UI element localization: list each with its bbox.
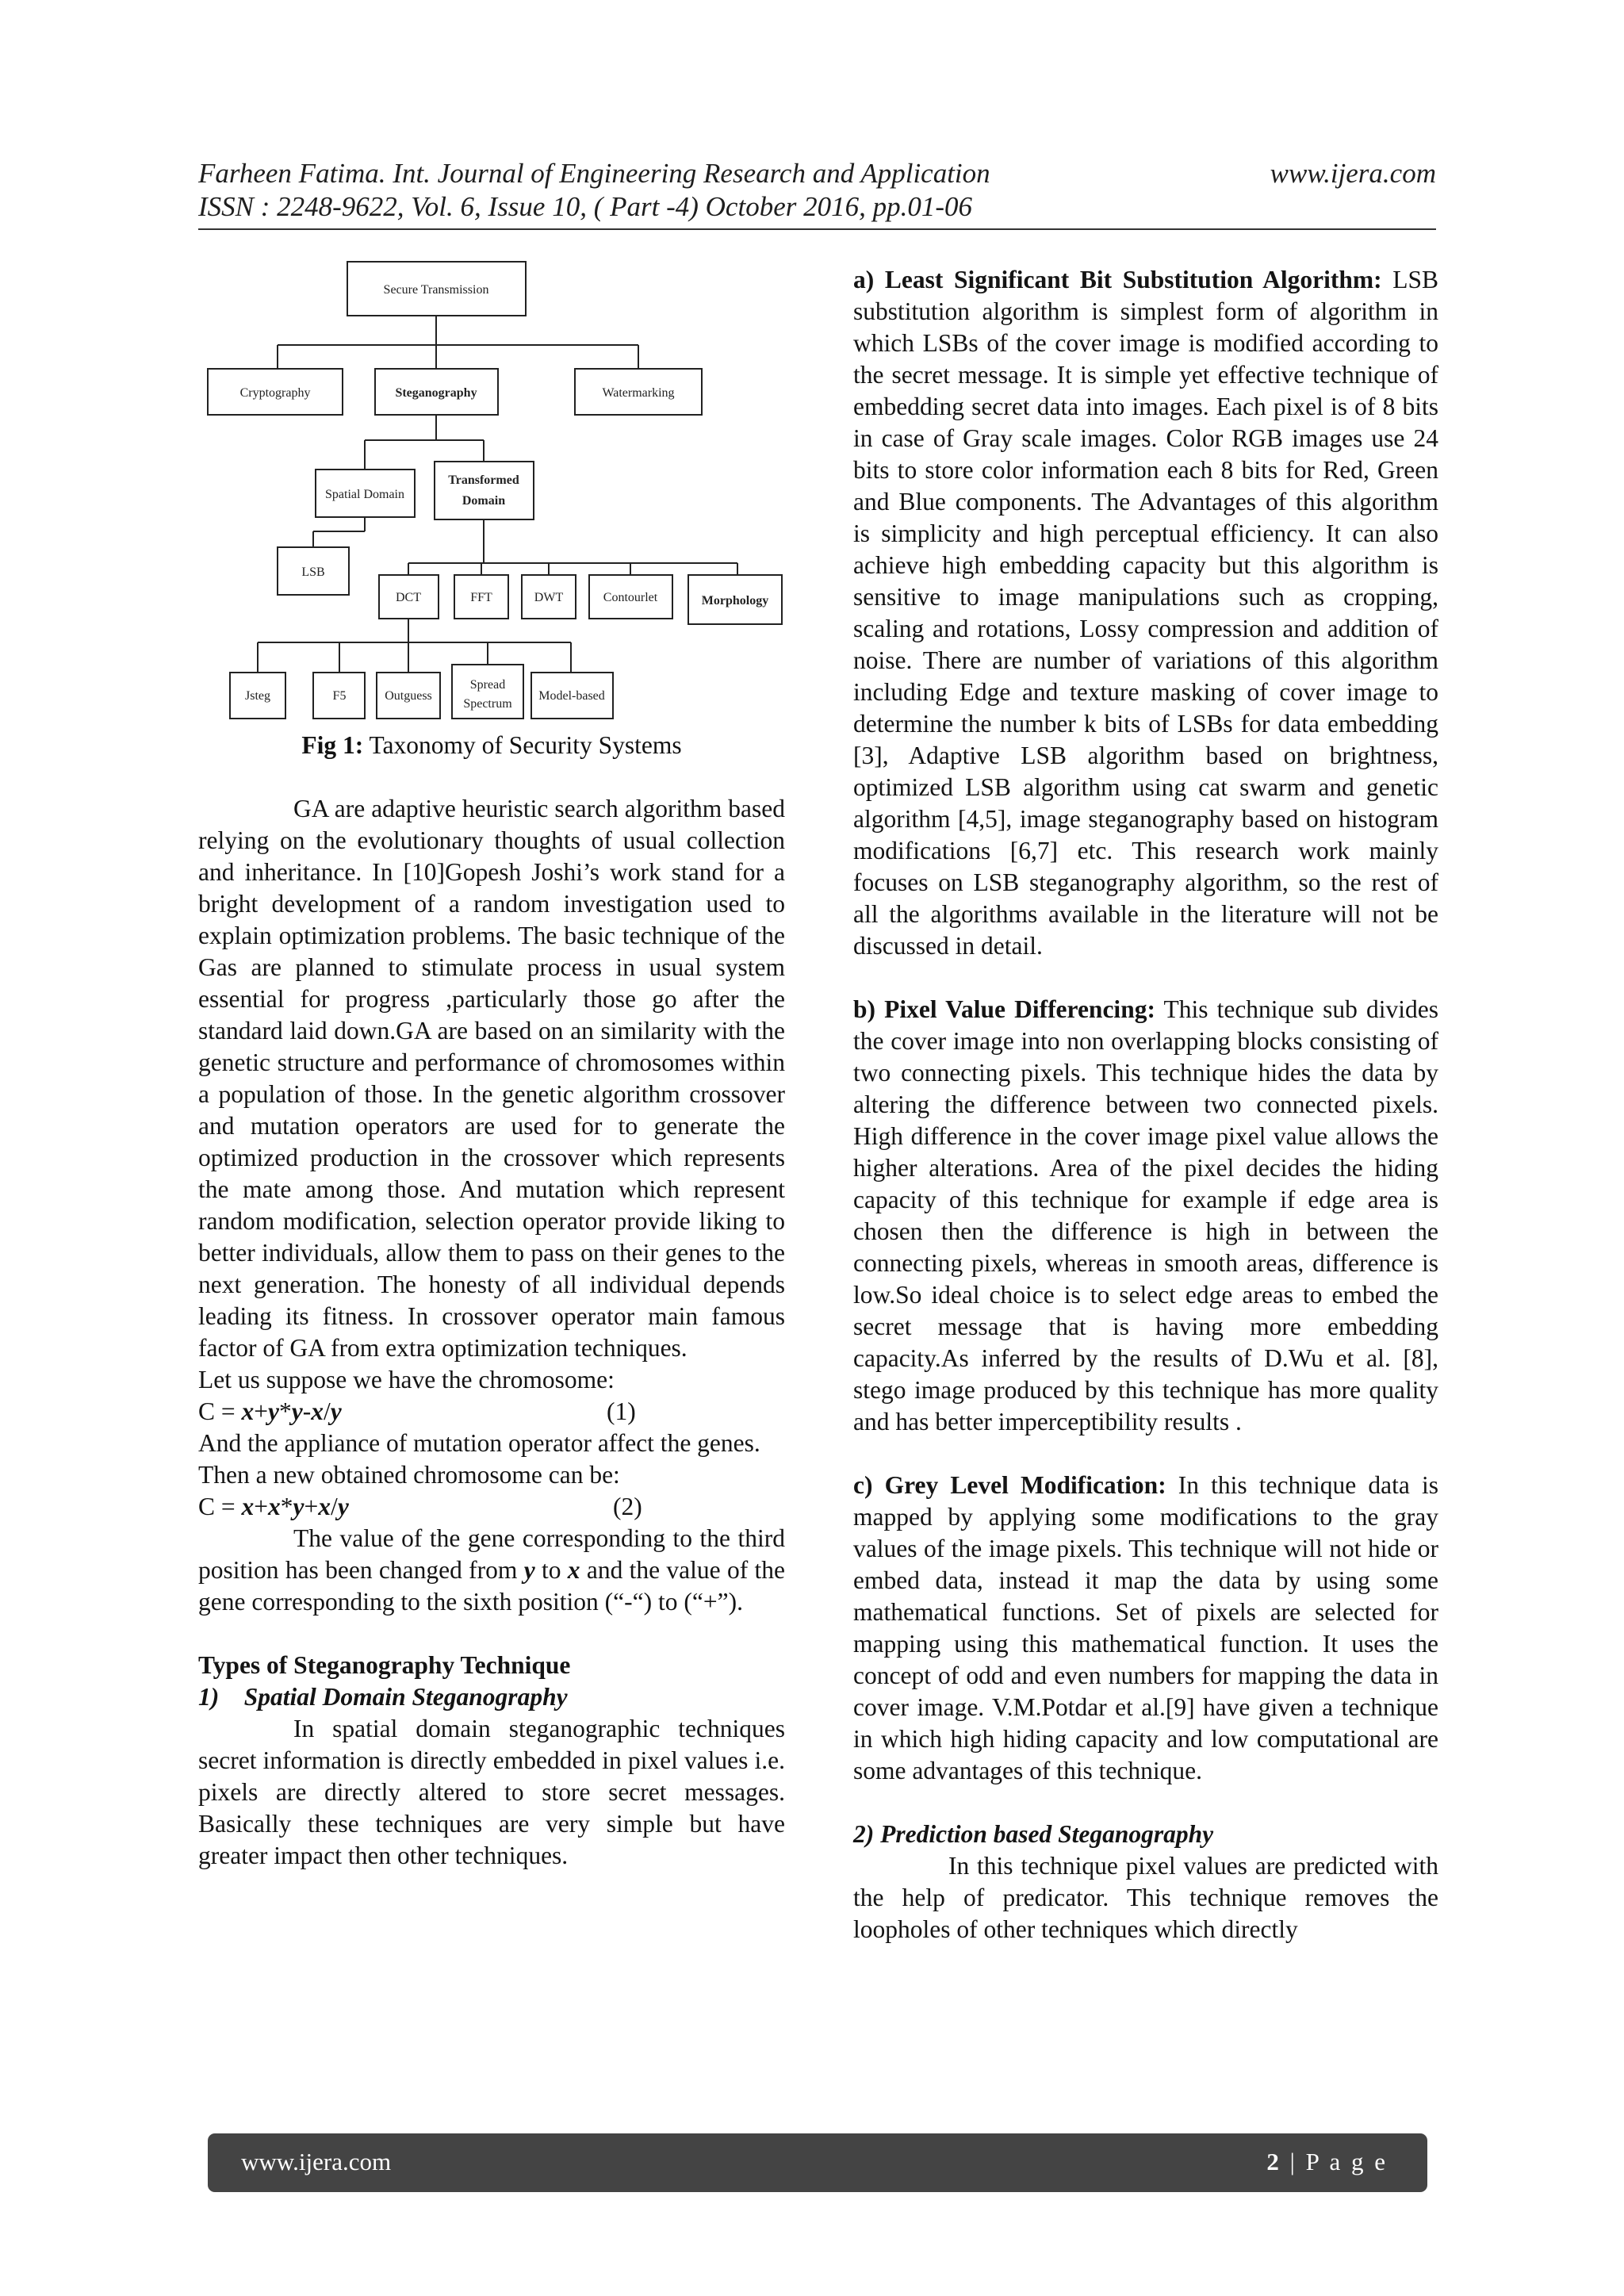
text-run: to (534, 1556, 568, 1584)
eq-var: x (268, 1493, 281, 1520)
eq-var: x (318, 1493, 331, 1520)
equation-1: C = x+y*y-x/y (1) (198, 1396, 785, 1428)
text-run: and the value of the gene corresponding to the sixth position (“-“) to (“+”). (198, 1556, 785, 1616)
eq-var: x (311, 1397, 324, 1425)
page-label: | P a g e (1281, 2148, 1388, 2175)
pvd-text: This technique sub divides the cover image into non overlapping blocks consisting of two connecting pixels. This technique hides the data by altering the difference between two connected pixels. High difference in the cover image pixel value allows the higher alterations. Area of the pixel decides the hiding capacity of this technique for example if edge area is chosen then the difference is high in between the connecting pixels, whereas in smooth areas, difference is low.So ideal choice is to select edge areas to embed the secret message that is having more embedding capacity.As inferred by the results of D.Wu et al. [8], stego image produced by this technique has more quality and has better imperceptibility results . (853, 995, 1438, 1435)
node-label: Outguess (385, 689, 432, 703)
new-chromosome-line: Then a new obtained chromosome can be: (198, 1461, 620, 1489)
spatial-paragraph: In spatial domain steganographic techniques secret information is directly embedded in pixel values i.e. pixels are directly altered to store secret messages. Basically these techniques are very simple but have greater impact then other techniques. (198, 1715, 785, 1869)
eq-var: y (293, 1493, 304, 1520)
left-column (198, 793, 785, 1872)
gene-change-paragraph (198, 1523, 785, 1618)
header-citation: Farheen Fatima. Int. Journal of Engineering Research and Application (198, 158, 990, 189)
header-url[interactable]: www.ijera.com (1270, 158, 1436, 189)
node-label: DCT (396, 591, 421, 604)
eq-var: y (268, 1397, 280, 1425)
node-label: F5 (332, 689, 347, 703)
eq-var: y (330, 1397, 342, 1425)
node-label: FFT (470, 591, 492, 604)
node-label: Contourlet (603, 591, 658, 604)
footer-url[interactable]: www.ijera.com (241, 2148, 392, 2175)
node-label: Model-based (538, 689, 605, 703)
node-label: Domain (462, 494, 506, 508)
eq-var: y (337, 1493, 349, 1520)
eq-var: x (241, 1493, 255, 1520)
prediction-paragraph: In this technique pixel values are predicted with the help of predicator. This technique removes the loopholes of other techniques which directly (853, 1852, 1438, 1943)
taxonomy-figure (198, 254, 785, 761)
node-label: LSB (301, 565, 325, 579)
eq2-lhs: C = (198, 1493, 242, 1520)
node-label: Jsteg (245, 689, 270, 703)
prediction-heading: 2) Prediction based Steganography (853, 1820, 1214, 1848)
ga-paragraph: GA are adaptive heuristic search algorithm based relying on the evolutionary thoughts of usual collection and inheritance. In [10]Gopesh Joshi’s work stand for a bright development of a random investigation used to explain optimization problems. The basic technique of the Gas are planned to stimulate process in usual system essential for progress ,particularly those go after the standard laid down.GA are based on an similarity with the genetic structure and performance of chromosomes within a population of those. In the genetic algorithm crossover and mutation operators are used for to generate the optimized production in the crossover which represents the mate among those. And mutation which represent random modification, selection operator provide liking to better individuals, allow them to pass on their genes to the next generation. The honesty of all individual depends leading its fitness. In crossover operator main famous factor of GA from extra optimization techniques. (198, 795, 785, 1362)
right-column (853, 264, 1438, 1945)
node-label: Spectrum (463, 697, 512, 711)
grey-text: In this technique data is mapped by applying some modifications to the gray values of the image pixels. This technique will not hide or embed data, instead it map the data by using some mathematical functions. Set of pixels are selected for mapping using this mathematical function. It uses the concept of odd and even numbers for mapping the data in cover image. V.M.Potdar et al.[9] have given a technique in which high hiding capacity and low computational are some advantages of this technique. (853, 1471, 1438, 1784)
equation-2-number: (2) (613, 1493, 642, 1520)
node-label: Morphology (701, 594, 769, 608)
node-label: Watermarking (602, 386, 675, 400)
suppose-line: Let us suppose we have the chromosome: (198, 1366, 615, 1393)
footer-page-number (1266, 2148, 1388, 2176)
figure-caption (198, 730, 785, 761)
eq-var: x (567, 1556, 580, 1584)
node-label: Steganography (395, 386, 477, 400)
lsb-text: LSB substitution algorithm is simplest form of algorithm in which LSBs of the cover image is modified according to the secret message. It is simple yet effective technique of embedding secret data into images. Each pixel is of 8 bits in case of Gray scale images. Color RGB images use 24 bits to store color information each 8 bits for Red, Green and Blue components. The Advantages of this algorithm is simplicity and high perceptual efficiency. It can also achieve high embedding capacity but this algorithm is sensitive to image manipulations such as cropping, scaling and rotations, Lossy compression and addition of noise. There are number of variations of this algorithm including Edge and texture masking of cover image to determine the number k bits of LSBs for data embedding [3], Adaptive LSB algorithm based on brightness, optimized LSB algorithm using cat swarm and genetic algorithm [4,5], image steganography based on histogram modifications [6,7] etc. This research work mainly focuses on LSB steganography algorithm, so the rest of all the algorithms available in the literature will not be discussed in detail. (853, 266, 1438, 960)
pvd-heading: b) Pixel Value Differencing: (853, 995, 1155, 1023)
node-label: DWT (534, 591, 564, 604)
page-number: 2 (1266, 2148, 1281, 2175)
node-transformed-domain (435, 462, 534, 519)
figure-caption-text: Taxonomy of Security Systems (363, 731, 682, 759)
grey-heading: c) Grey Level Modification: (853, 1471, 1166, 1499)
lsb-paragraph (853, 264, 1438, 962)
lsb-heading: a) Least Significant Bit Substitution Algorithm: (853, 266, 1382, 293)
page-footer (208, 2133, 1427, 2192)
eq-var: y (523, 1556, 535, 1584)
pvd-paragraph (853, 994, 1438, 1438)
node-label: Cryptography (239, 386, 311, 400)
grey-paragraph (853, 1470, 1438, 1787)
appliance-line: And the appliance of mutation operator affect the genes. (198, 1429, 760, 1457)
figure-caption-label: Fig 1: (301, 731, 364, 759)
node-label: Transformed (448, 473, 519, 487)
header-issn: ISSN : 2248-9622, Vol. 6, Issue 10, ( Part -4) October 2016, pp.01-06 (198, 191, 973, 222)
taxonomy-diagram (198, 254, 785, 730)
equation-1-number: (1) (607, 1397, 636, 1425)
eq-var: y (291, 1397, 303, 1425)
header-divider (198, 228, 1436, 230)
types-heading: Types of Steganography Technique (198, 1651, 571, 1679)
text-run: The value of the gene corresponding to the third position has been changed from (198, 1524, 785, 1584)
node-label: Secure Transmission (383, 283, 489, 297)
node-label: Spread (469, 678, 506, 692)
equation-2: C = x+x*y+x/y (2) (198, 1491, 785, 1523)
eq1-lhs: C = (198, 1397, 242, 1425)
spatial-heading: 1) Spatial Domain Steganography (198, 1683, 568, 1711)
eq-var: x (241, 1397, 255, 1425)
node-label: Spatial Domain (325, 488, 404, 501)
